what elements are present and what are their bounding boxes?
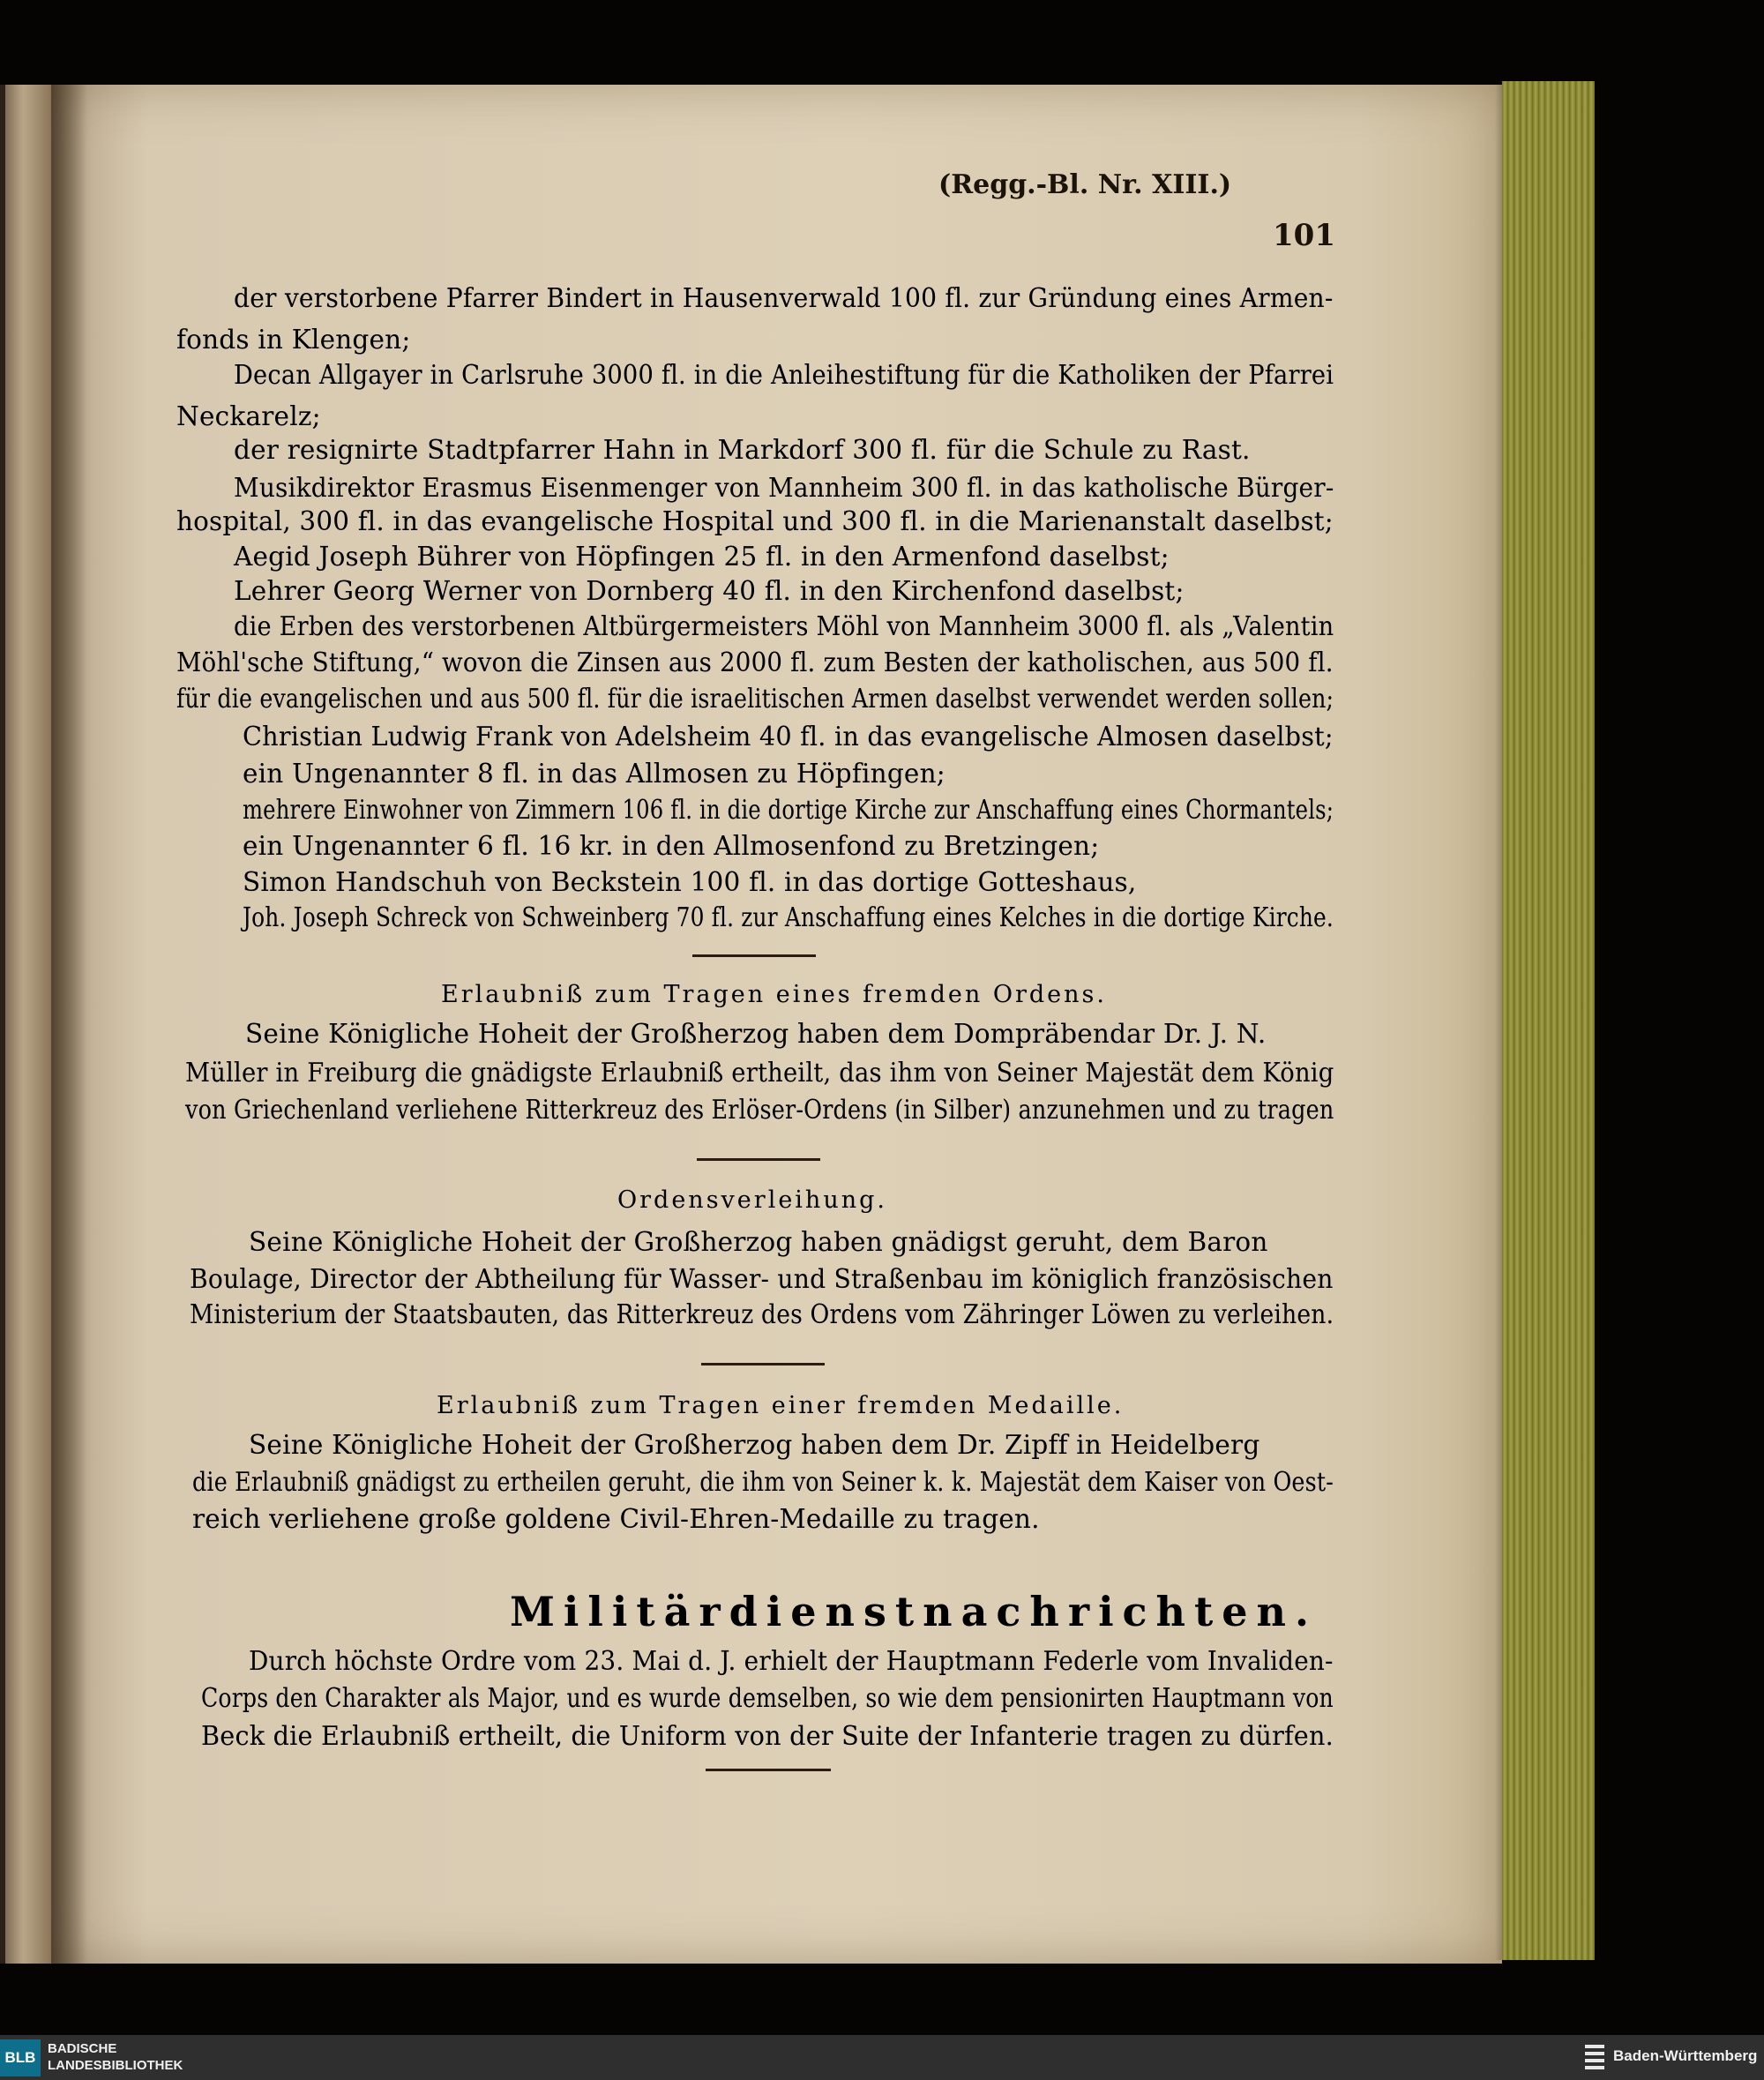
footer-bar — [0, 2035, 1764, 2080]
text-line: Joh. Joseph Schreck von Schweinberg 70 fl. zur Anschaffung eines Kelches in die dortige Kirche. — [243, 902, 1334, 932]
section-divider — [706, 1769, 831, 1771]
text-line: Simon Handschuh von Beckstein 100 fl. in das dortige Gotteshaus, — [243, 867, 1137, 897]
state-logo-text[interactable]: Baden-Württemberg — [1613, 2047, 1758, 2064]
text-line: reich verliehene große goldene Civil-Ehren-Medaille zu tragen. — [192, 1504, 1040, 1534]
text-line: der verstorbene Pfarrer Bindert in Hausenverwald 100 fl. zur Gründung eines Armen- — [234, 283, 1334, 313]
facing-page-edge — [0, 85, 51, 1964]
text-line: Seine Königliche Hoheit der Großherzog haben dem Dr. Zipff in Heidelberg — [249, 1430, 1260, 1460]
text-line: Neckarelz; — [176, 401, 321, 431]
text-line: Möhl'sche Stiftung,“ wovon die Zinsen aus 2000 fl. zum Besten der katholischen, aus 500 fl. — [176, 647, 1334, 677]
text-line: Seine Königliche Hoheit der Großherzog haben gnädigst geruht, dem Baron — [249, 1227, 1268, 1257]
text-line: Musikdirektor Erasmus Eisenmenger von Mannheim 300 fl. in das katholische Bürger- — [234, 473, 1334, 503]
blb-logo-badge[interactable]: BLB — [0, 2039, 41, 2076]
text-line: Corps den Charakter als Major, und es wurde demselben, so wie dem pensionirten Hauptmann von — [201, 1683, 1334, 1713]
section-divider — [701, 1363, 825, 1365]
baden-wuerttemberg-crest-icon — [1581, 2039, 1608, 2075]
text-line: ein Ungenannter 8 fl. in das Allmosen zu Höpfingen; — [243, 759, 946, 789]
book-page-edges — [1502, 81, 1595, 1960]
text-line: Decan Allgayer in Carlsruhe 3000 fl. in die Anleihestiftung für die Katholiken der Pfarrei — [234, 360, 1334, 390]
section-divider — [692, 954, 816, 957]
text-line: Seine Königliche Hoheit der Großherzog haben dem Dompräbendar Dr. J. N. — [245, 1019, 1267, 1049]
running-head: (Regg.-Bl. Nr. XIII.) — [938, 169, 1232, 200]
page-number: 101 — [1273, 218, 1335, 253]
text-line: der resignirte Stadtpfarrer Hahn in Markdorf 300 fl. für die Schule zu Rast. — [234, 435, 1251, 465]
text-line: Müller in Freiburg die gnädigste Erlaubniß ertheilt, das ihm von Seiner Majestät dem König — [185, 1058, 1334, 1088]
section-title: Erlaubniß zum Tragen eines fremden Ordens. — [441, 981, 1107, 1008]
text-line: mehrere Einwohner von Zimmern 106 fl. in die dortige Kirche zur Anschaffung eines Chormantels; — [243, 795, 1334, 825]
section-title: Erlaubniß zum Tragen einer fremden Medaille. — [437, 1392, 1125, 1419]
section-heading: Militärdienstnachrichten. — [510, 1588, 1318, 1635]
text-line: von Griechenland verliehene Ritterkreuz des Erlöser-Ordens (in Silber) anzunehmen und zu tragen — [185, 1095, 1334, 1125]
facing-page-border — [0, 85, 5, 1964]
section-divider — [697, 1158, 820, 1161]
section-title: Ordensverleihung. — [617, 1186, 887, 1214]
page-gutter-shadow — [51, 85, 86, 1964]
text-line: die Erben des verstorbenen Altbürgermeisters Möhl von Mannheim 3000 fl. als „Valentin — [234, 611, 1334, 641]
text-line: Lehrer Georg Werner von Dornberg 40 fl. in den Kirchenfond daselbst; — [234, 576, 1185, 606]
library-name[interactable]: BADISCHE LANDESBIBLIOTHEK — [48, 2041, 183, 2073]
text-line: Durch höchste Ordre vom 23. Mai d. J. erhielt der Hauptmann Federle vom Invaliden- — [249, 1646, 1334, 1676]
text-line: Ministerium der Staatsbauten, das Ritterkreuz des Ordens vom Zähringer Löwen zu verleihen. — [190, 1299, 1334, 1329]
text-line: ein Ungenannter 6 fl. 16 kr. in den Allmosenfond zu Bretzingen; — [243, 831, 1100, 861]
text-line: die Erlaubniß gnädigst zu ertheilen geruht, die ihm von Seiner k. k. Majestät dem Kaiser von Oest- — [192, 1467, 1334, 1497]
text-line: hospital, 300 fl. in das evangelische Hospital und 300 fl. in die Marienanstalt daselbst; — [176, 506, 1334, 536]
text-line: Aegid Joseph Bührer von Höpfingen 25 fl. in den Armenfond daselbst; — [234, 542, 1170, 572]
text-line: Beck die Erlaubniß ertheilt, die Uniform von der Suite der Infanterie tragen zu dürfen. — [201, 1721, 1334, 1751]
text-line: für die evangelischen und aus 500 fl. für die israelitischen Armen daselbst verwendet werden sollen; — [176, 684, 1334, 714]
text-line: fonds in Klengen; — [176, 325, 411, 355]
text-line: Christian Ludwig Frank von Adelsheim 40 fl. in das evangelische Almosen daselbst; — [243, 722, 1334, 752]
text-line: Boulage, Director der Abtheilung für Wasser- und Straßenbau im königlich französischen — [190, 1264, 1334, 1294]
